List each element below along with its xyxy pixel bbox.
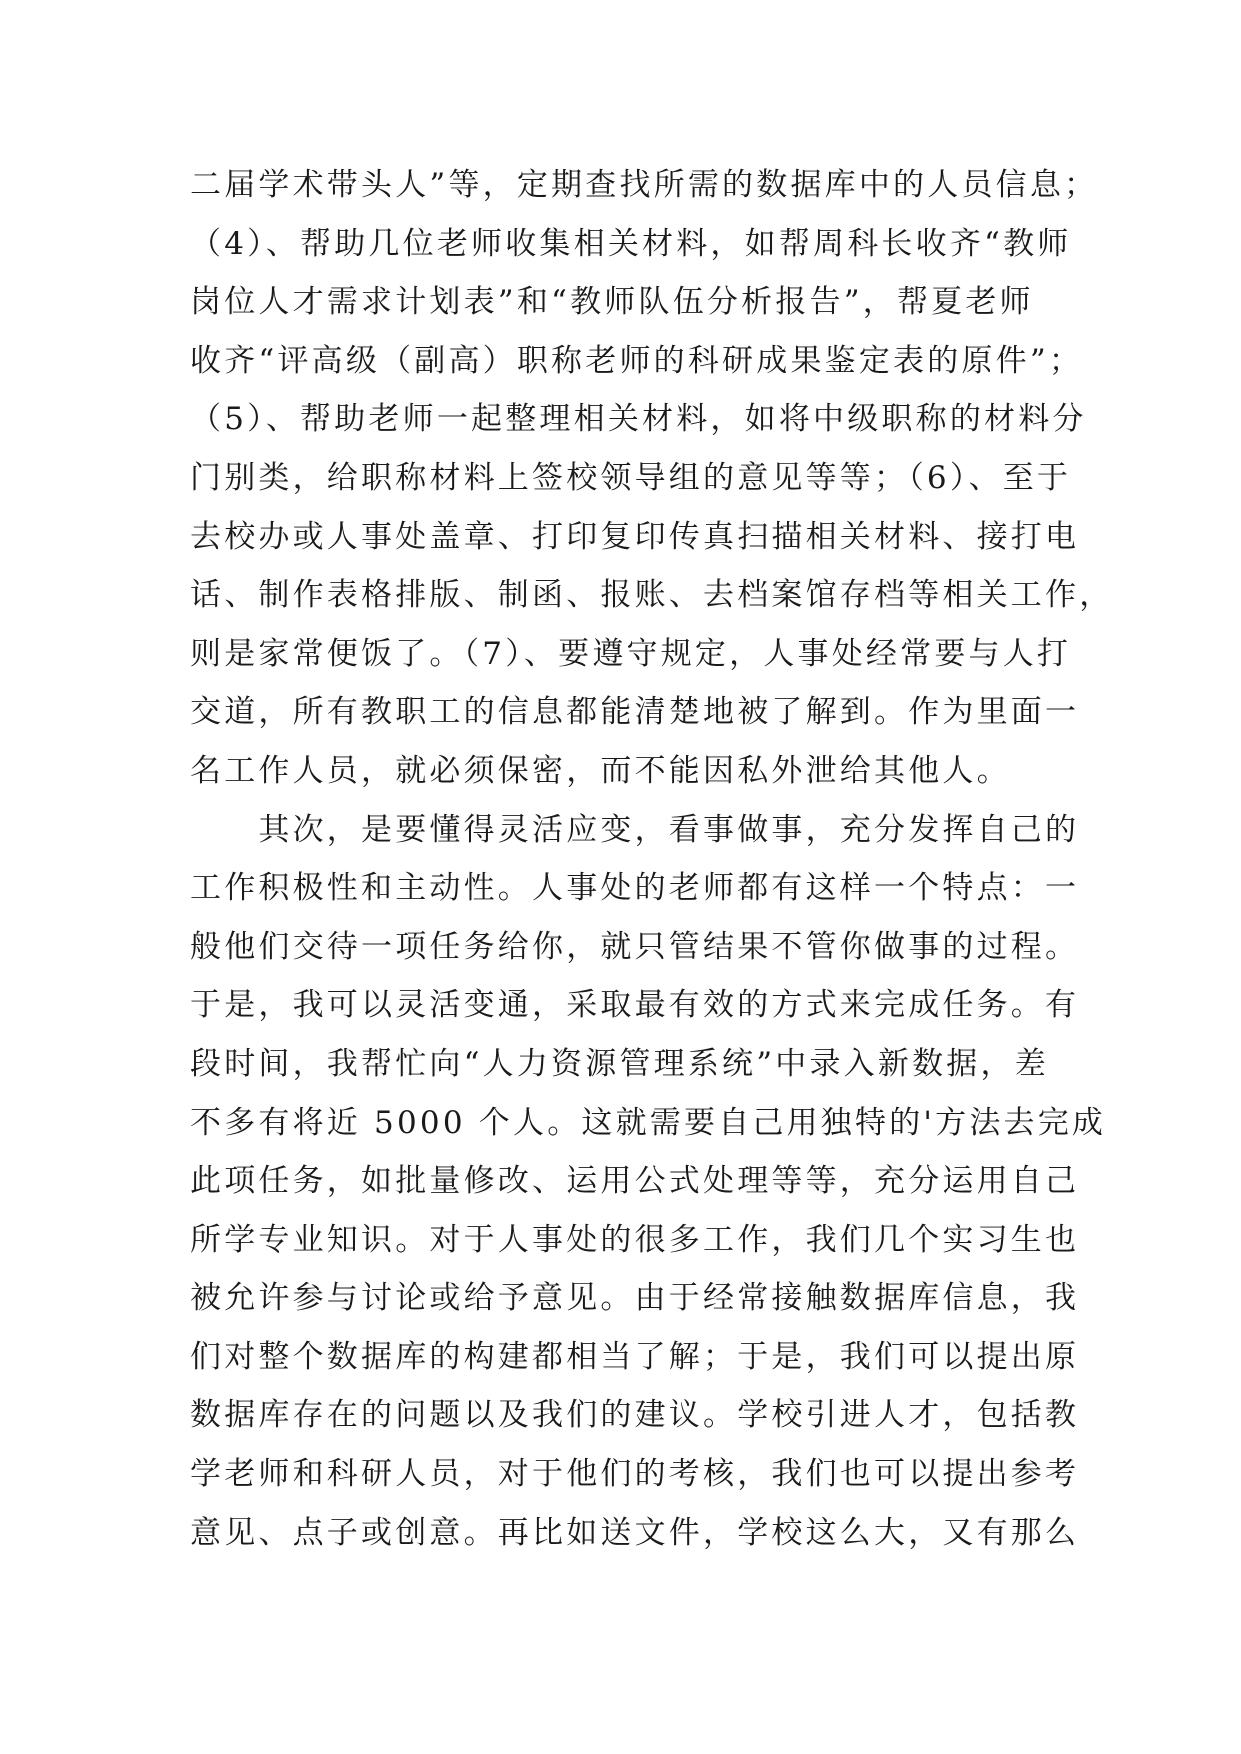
text-line: 工作积极性和主动性。人事处的老师都有这样一个特点：一 bbox=[190, 870, 1080, 907]
text-line: 被允许参与讨论或给予意见。由于经常接触数据库信息，我 bbox=[190, 1280, 1080, 1317]
text-line: （5）、帮助老师一起整理相关材料，如将中级职称的材料分 bbox=[190, 401, 1087, 438]
text-line: 们对整个数据库的构建都相当了解；于是，我们可以提出原 bbox=[190, 1338, 1080, 1375]
text-line: 收齐“评高级（副高）职称老师的科研成果鉴定表的原件”； bbox=[190, 342, 1084, 379]
text-line: （4）、帮助几位老师收集相关材料，如帮周科长收齐“教师 bbox=[190, 225, 1072, 262]
text-line: 名工作人员，就必须保密，而不能因私外泄给其他人。 bbox=[190, 752, 1011, 789]
text-line: 于是，我可以灵活变通，采取最有效的方式来完成任务。有 bbox=[190, 987, 1080, 1024]
text-line: 二届学术带头人”等，定期查找所需的数据库中的人员信息； bbox=[190, 167, 1099, 203]
text-line: 意见、点子或创意。再比如送文件，学校这么大，又有那么 bbox=[190, 1514, 1080, 1551]
text-line: 话、制作表格排版、制函、报账、去档案馆存档等相关工作， bbox=[190, 577, 1114, 614]
text-line: 岗位人才需求计划表”和“教师队伍分析报告”，帮夏老师 bbox=[190, 284, 1034, 321]
text-line: 其次，是要懂得灵活应变，看事做事，充分发挥自己的 bbox=[190, 811, 1080, 848]
text-line: 则是家常便饭了。（7）、要遵守规定，人事处经常要与人打 bbox=[190, 635, 1072, 672]
text-line: 门别类，给职称材料上签校领导组的意见等等；（6）、至于 bbox=[190, 459, 1072, 496]
body-text bbox=[190, 156, 1114, 1562]
text-line: 交道，所有教职工的信息都能清楚地被了解到。作为里面一 bbox=[190, 694, 1080, 731]
text-line: 学老师和科研人员，对于他们的考核，我们也可以提出参考 bbox=[190, 1456, 1080, 1493]
text-line: 段时间，我帮忙向“人力资源管理系统”中录入新数据，差 bbox=[190, 1045, 1049, 1082]
text-line: 此项任务，如批量修改、运用公式处理等等，充分运用自己 bbox=[190, 1163, 1080, 1200]
text-line: 不多有将近 5000 个人。这就需要自己用独特的'方法去完成 bbox=[190, 1104, 1107, 1141]
text-line: 去校办或人事处盖章、打印复印传真扫描相关材料、接打电 bbox=[190, 518, 1080, 555]
text-line: 所学专业知识。对于人事处的很多工作，我们几个实习生也 bbox=[190, 1221, 1080, 1258]
text-line: 般他们交待一项任务给你，就只管结果不管你做事的过程。 bbox=[190, 928, 1080, 965]
text-line: 数据库存在的问题以及我们的建议。学校引进人才，包括教 bbox=[190, 1397, 1080, 1434]
